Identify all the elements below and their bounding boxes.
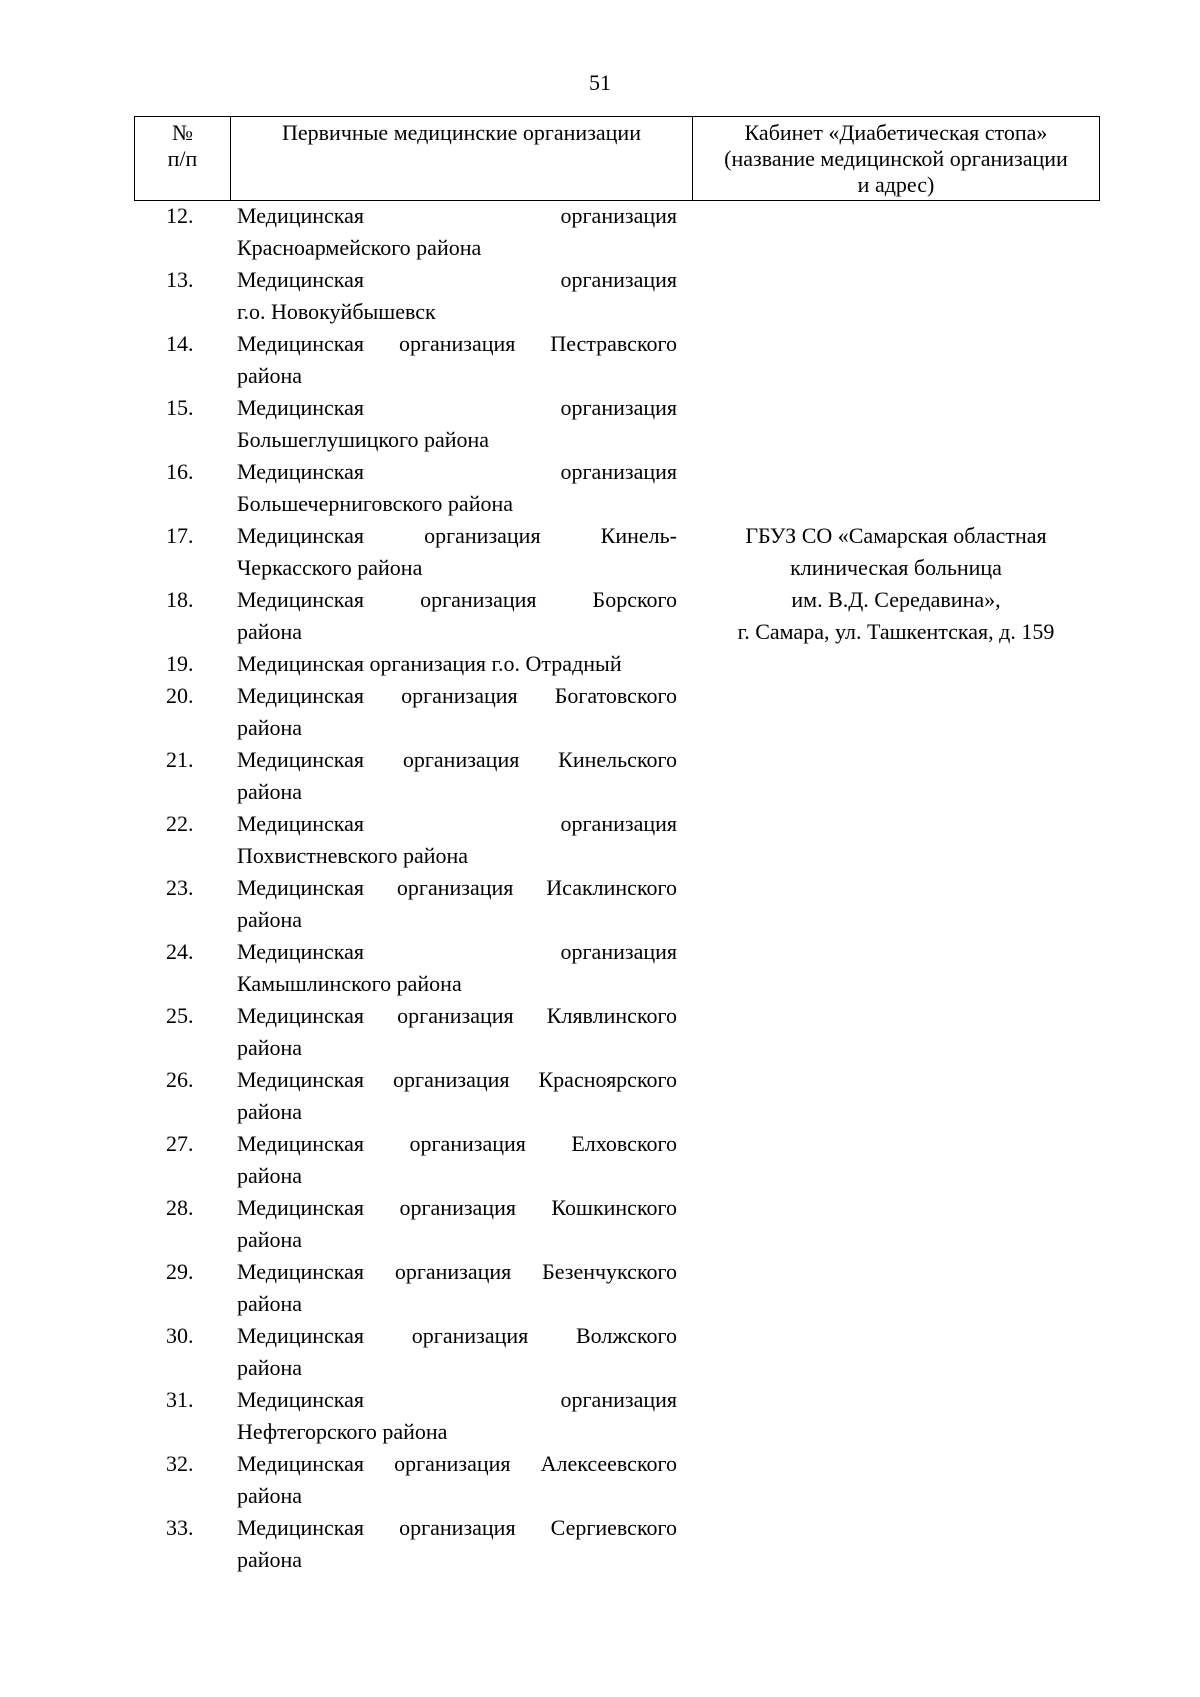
organization-name-line-1: Медицинская организация Богатовского: [237, 683, 677, 708]
organization-name-line-2: района: [237, 1355, 303, 1380]
organization-name-line-1: Медицинская организация г.о. Отрадный: [237, 651, 622, 676]
organization-name: [237, 1128, 677, 1192]
organization-name: [237, 456, 677, 520]
organization-name-line-2: района: [237, 1291, 303, 1316]
organization-name-line-1: Медицинская организация Исаклинского: [237, 875, 677, 900]
organization-name-line-2: района: [237, 1163, 303, 1188]
organization-name: [237, 392, 677, 456]
cabinet-line-4: г. Самара, ул. Ташкентская, д. 159: [737, 619, 1055, 644]
row-number: 31.: [166, 1387, 194, 1412]
row-number: 32.: [166, 1451, 194, 1476]
row-number: 15.: [166, 395, 194, 420]
header-number-symbol: №: [172, 120, 193, 145]
row-number: 23.: [166, 875, 194, 900]
table-row: [134, 648, 692, 680]
organization-name-line-1: Медицинская организация Сергиевского: [237, 1515, 677, 1540]
organization-name-line-1: Медицинская организация: [237, 1387, 677, 1412]
table-row: [134, 1256, 692, 1320]
organization-name-line-2: района: [237, 715, 303, 740]
table-header: [134, 116, 1100, 201]
organization-name-line-2: района: [237, 1227, 303, 1252]
organization-name: [237, 264, 677, 328]
row-number: 17.: [166, 523, 194, 548]
organization-name-line-2: района: [237, 619, 303, 644]
organization-name-line-2: района: [237, 363, 303, 388]
header-organizations-column: [231, 117, 693, 200]
table-row: [134, 808, 692, 872]
header-number-abbrev: п/п: [167, 146, 198, 171]
cabinet-line-1: ГБУЗ СО «Самарская областная: [745, 523, 1047, 548]
organization-name: [237, 872, 677, 936]
header-cabinet-title: Кабинет «Диабетическая стопа»: [744, 120, 1048, 145]
organization-name: [237, 200, 677, 264]
organization-name-line-1: Медицинская организация Кошкинского: [237, 1195, 677, 1220]
row-number: 12.: [166, 203, 194, 228]
organization-name-line-1: Медицинская организация Пестравского: [237, 331, 677, 356]
organization-name-line-2: Черкасского района: [237, 555, 423, 580]
organization-name: [237, 1192, 677, 1256]
organization-name-line-1: Медицинская организация: [237, 459, 677, 484]
cabinet-line-2: клиническая больница: [790, 555, 1002, 580]
organization-name-line-2: г.о. Новокуйбышевск: [237, 299, 436, 324]
cabinet-address: [692, 520, 1100, 648]
organization-name-line-1: Медицинская организация: [237, 811, 677, 836]
row-number: 27.: [166, 1131, 194, 1156]
table-row: [134, 936, 692, 1000]
table-row: [134, 1448, 692, 1512]
organization-name: [237, 584, 677, 648]
table-row: [134, 744, 692, 808]
organization-name: [237, 520, 677, 584]
organization-name-line-2: района: [237, 907, 303, 932]
organization-name-line-1: Медицинская организация Волжского: [237, 1323, 677, 1348]
table-row: [134, 456, 692, 520]
row-number: 33.: [166, 1515, 194, 1540]
organization-name-line-1: Медицинская организация Кинель-: [237, 523, 677, 548]
table-row: [134, 392, 692, 456]
table-row: [134, 584, 692, 648]
organization-name: [237, 1064, 677, 1128]
organization-name-line-1: Медицинская организация Борского: [237, 587, 677, 612]
table-row: [134, 1128, 692, 1192]
row-number: 16.: [166, 459, 194, 484]
row-number: 29.: [166, 1259, 194, 1284]
organization-name: [237, 808, 677, 872]
organization-name-line-1: Медицинская организация Красноярского: [237, 1067, 677, 1092]
table-row: [134, 680, 692, 744]
organization-name: [237, 744, 677, 808]
table-row: [134, 1000, 692, 1064]
table-row: [134, 1192, 692, 1256]
organization-name-line-2: Большечерниговского района: [237, 491, 514, 516]
header-cabinet-subtitle: (название медицинской организации: [724, 146, 1068, 171]
organization-name: [237, 1512, 677, 1576]
header-cabinet-subtitle-2: и адрес): [857, 172, 935, 197]
organization-name-line-1: Медицинская организация: [237, 395, 677, 420]
organization-name-line-2: Камышлинского района: [237, 971, 462, 996]
organization-name-line-1: Медицинская организация Алексеевского: [237, 1451, 677, 1476]
organization-name-line-1: Медицинская организация Безенчукского: [237, 1259, 677, 1284]
table-row: [134, 264, 692, 328]
organization-name: [237, 1000, 677, 1064]
organization-name: [237, 1448, 677, 1512]
row-number: 18.: [166, 587, 194, 612]
organization-name-line-2: района: [237, 1035, 303, 1060]
row-number: 24.: [166, 939, 194, 964]
row-number: 19.: [166, 651, 194, 676]
header-cabinet-column: [693, 117, 1099, 200]
organization-name-line-1: Медицинская организация: [237, 203, 677, 228]
organization-name: [237, 936, 677, 1000]
organization-name-line-1: Медицинская организация: [237, 267, 677, 292]
organization-name-line-1: Медицинская организация Елховского: [237, 1131, 677, 1156]
table-row: [134, 1064, 692, 1128]
row-number: 20.: [166, 683, 194, 708]
organization-name-line-1: Медицинская организация: [237, 939, 677, 964]
organization-name-line-2: района: [237, 1547, 303, 1572]
header-organizations-title: Первичные медицинские организации: [282, 120, 641, 145]
organization-name: [237, 1320, 677, 1384]
organization-name: [237, 1256, 677, 1320]
table-row: [134, 520, 692, 584]
table-row: [134, 1512, 692, 1576]
row-number: 22.: [166, 811, 194, 836]
organization-name-line-2: Большеглушицкого района: [237, 427, 490, 452]
table-row: [134, 872, 692, 936]
row-number: 21.: [166, 747, 194, 772]
organization-name-line-2: района: [237, 1483, 303, 1508]
row-number: 14.: [166, 331, 194, 356]
table-row: [134, 328, 692, 392]
organization-name: [237, 680, 677, 744]
row-number: 30.: [166, 1323, 194, 1348]
organization-name-line-1: Медицинская организация Клявлинского: [237, 1003, 677, 1028]
organization-name: [237, 648, 677, 680]
organizations-list: [134, 200, 692, 1576]
organization-name-line-2: района: [237, 779, 303, 804]
organization-name: [237, 1384, 677, 1448]
organization-name-line-2: Красноармейского района: [237, 235, 482, 260]
page-number: 51: [589, 70, 611, 95]
cabinet-line-3: им. В.Д. Середавина»,: [791, 587, 1001, 612]
row-number: 28.: [166, 1195, 194, 1220]
organization-name-line-2: Похвистневского района: [237, 843, 469, 868]
table-row: [134, 1384, 692, 1448]
row-number: 25.: [166, 1003, 194, 1028]
header-number-column: [135, 117, 231, 200]
organization-name-line-2: района: [237, 1099, 303, 1124]
organization-name-line-1: Медицинская организация Кинельского: [237, 747, 677, 772]
table-row: [134, 1320, 692, 1384]
table-row: [134, 200, 692, 264]
organization-name: [237, 328, 677, 392]
row-number: 13.: [166, 267, 194, 292]
organization-name-line-2: Нефтегорского района: [237, 1419, 448, 1444]
row-number: 26.: [166, 1067, 194, 1092]
